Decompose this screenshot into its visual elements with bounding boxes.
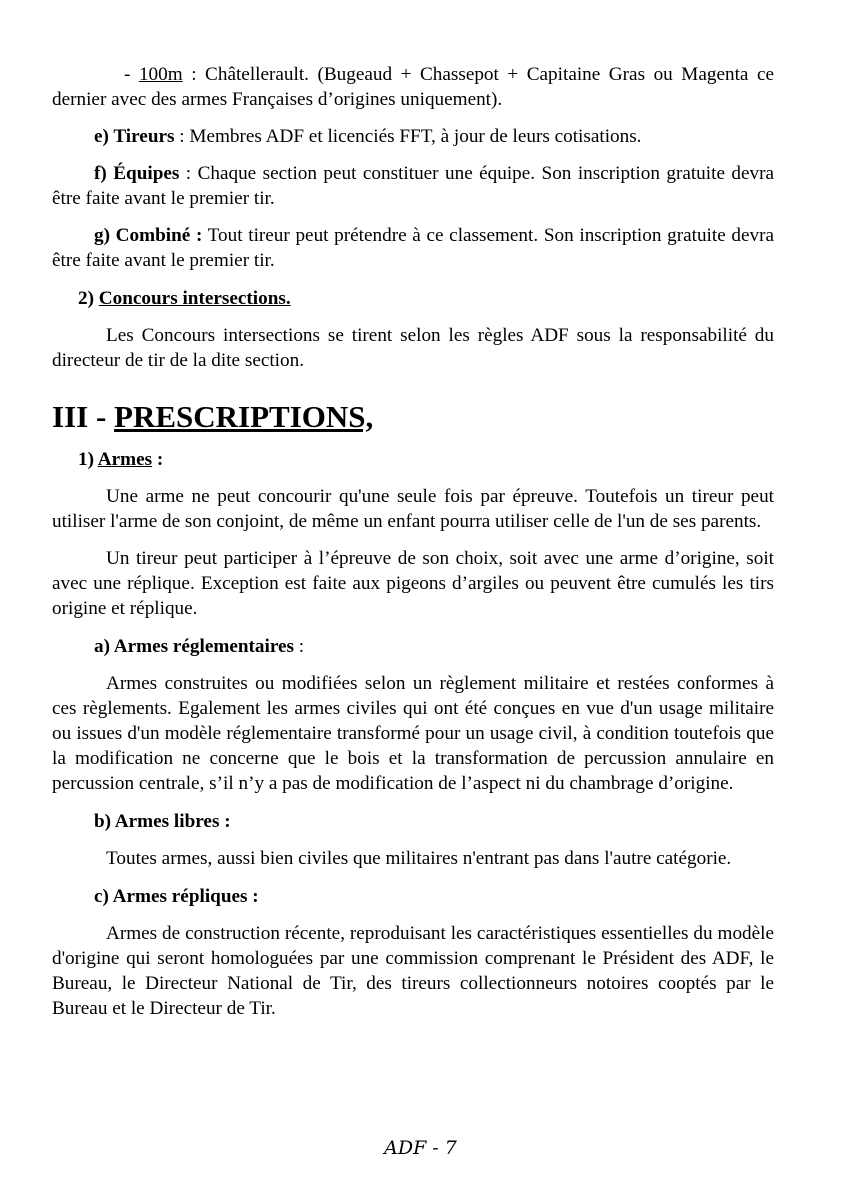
item-tireurs-label: e) Tireurs [94, 126, 175, 147]
page-footer: ADF - 7 [384, 1137, 457, 1159]
armes-paragraph-2: Un tireur peut participer à l’épreuve de son choix, soit avec une arme d’origine, soit avec une réplique. Exception est faite aux pigeons d’argiles ou peuvent être cumulés les tirs origine et réplique. [52, 548, 774, 619]
concours-text: Les Concours intersections se tirent selon les règles ADF sous la responsabilité du directeur de tir de la dite section. [52, 325, 774, 371]
armes-paragraph-1: Une arme ne peut concourir qu'une seule fois par épreuve. Toutefois un tireur peut utiliser l'arme de son conjoint, de même un enfant pourra utiliser celle de l'un de ses parents. [52, 486, 774, 532]
item-equipes: f) Équipes : Chaque section peut constituer une équipe. Son inscription gratuite devra être faite avant le premier tir. [52, 163, 775, 209]
distance-item: - 100m : Châtellerault. (Bugeaud + Chassepot + Capitaine Gras ou Magenta ce dernier avec des armes Françaises d’origines uniquement). [52, 64, 774, 110]
concours-title: Concours intersections. [98, 288, 291, 309]
distance-label: 100m [138, 64, 183, 85]
section-heading: III - PRESCRIPTIONS, [52, 399, 374, 434]
armes-heading: 1) Armes : [78, 449, 164, 470]
item-tireurs: e) Tireurs : Membres ADF et licenciés FFT, à jour de leurs cotisations. [94, 126, 642, 147]
item-equipes-label: f) Équipes [94, 163, 180, 184]
concours-heading: 2) Concours intersections. [78, 288, 291, 309]
armes-reglementaires-heading: a) Armes réglementaires : [94, 636, 305, 657]
item-combine: g) Combiné : Tout tireur peut prétendre à ce classement. Son inscription gratuite devra être faite avant le premier tir. [52, 225, 774, 271]
armes-libres-text: Toutes armes, aussi bien civiles que militaires n'entrant pas dans l'autre catégorie. [106, 848, 732, 869]
section-title: PRESCRIPTIONS, [114, 399, 374, 434]
item-combine-label: g) Combiné : [94, 225, 203, 246]
document-page [52, 62, 774, 1021]
armes-repliques-heading: c) Armes répliques : [94, 886, 259, 907]
armes-libres-heading: b) Armes libres : [94, 811, 231, 832]
armes-title: Armes [97, 449, 153, 470]
armes-repliques-text: Armes de construction récente, reproduisant les caractéristiques essentielles du modèle d'origine qui seront homologuées par une commission comprenant le Président des ADF, le Bureau, le Directeur National de Tir, des tireurs collectionneurs notoires cooptés par le Bureau et le Directeur de Tir. [52, 923, 774, 1019]
armes-reglementaires-text: Armes construites ou modifiées selon un règlement militaire et restées conformes à ces règlements. Egalement les armes civiles qui ont été conçues en vue d'un usage militaire ou issues d'un modèle réglementaire transformé pour un usage civil, à condition toutefois que la modification ne concerne que le bois et la transformation de percussion annulaire en percussion centrale, s’il n’y a pas de modification de l’aspect ni du chambrage d’origine. [52, 673, 774, 794]
